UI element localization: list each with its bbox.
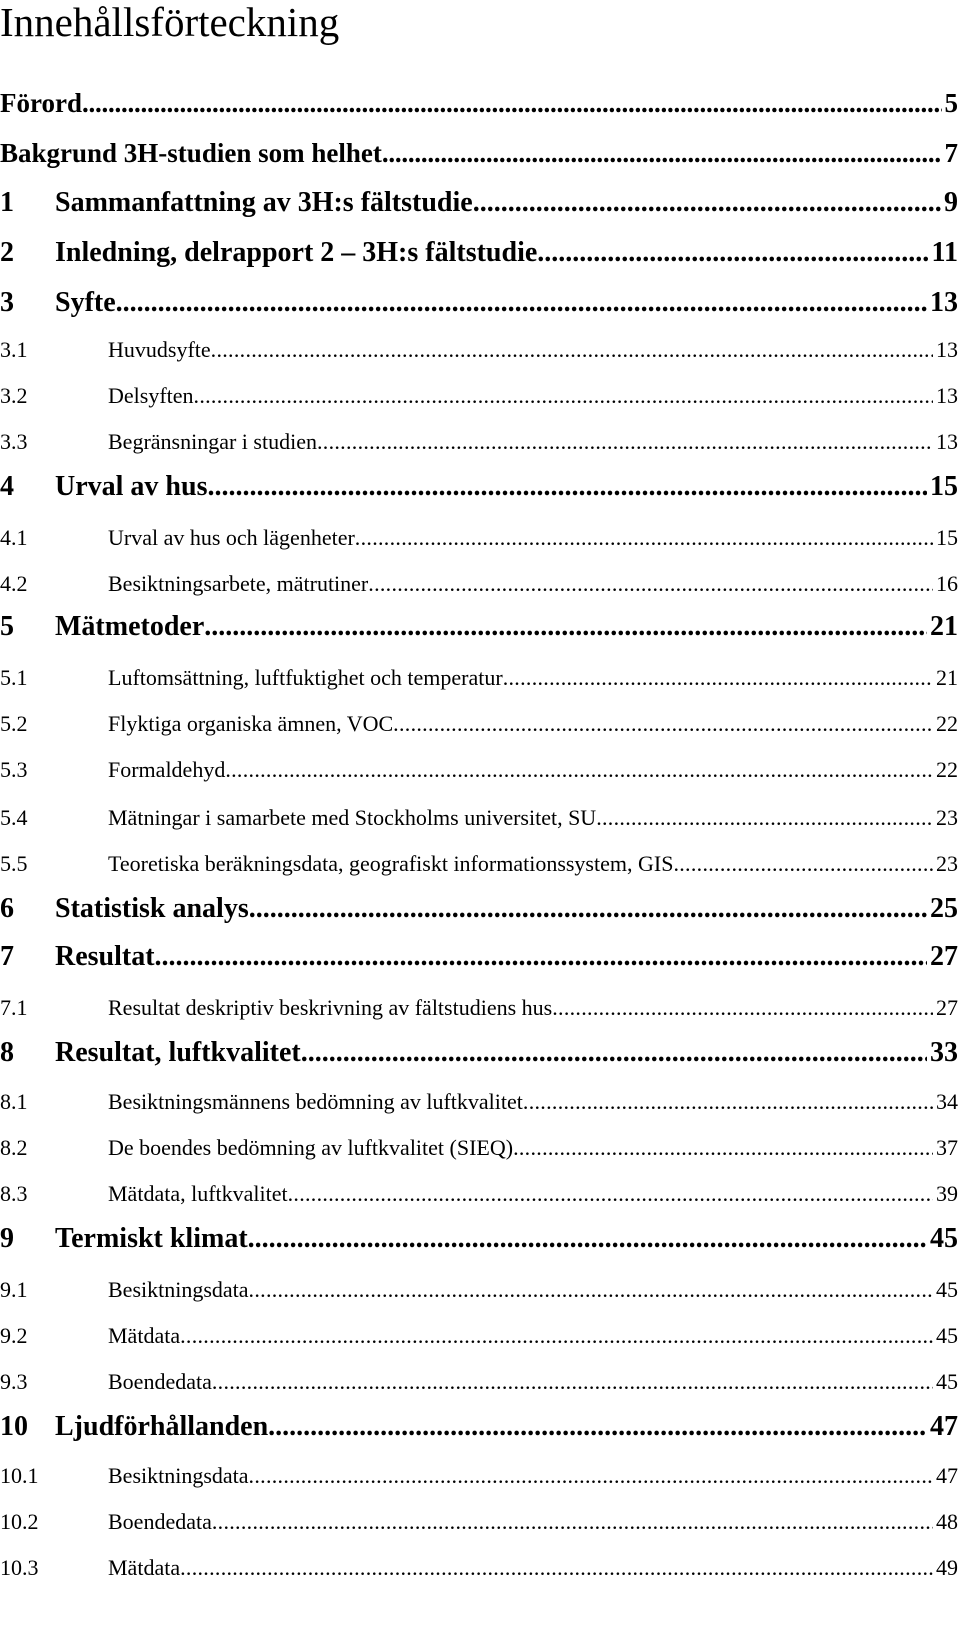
dot-leader: [249, 895, 927, 923]
toc-entry-number: 9.1: [0, 1277, 28, 1302]
dot-leader: [194, 385, 933, 407]
toc-entry-section[interactable]: [0, 328, 958, 368]
toc-entry-section[interactable]: [0, 748, 958, 788]
toc-entry-title: Ljudförhållanden: [55, 1411, 269, 1442]
toc-entry-number: 3: [0, 287, 14, 318]
toc-entry-page-number: 13: [936, 337, 958, 362]
dot-leader: [288, 1183, 933, 1205]
dot-leader: [211, 339, 933, 361]
toc-entry-title: Besiktningsmännens bedömning av luftkvalitet: [108, 1089, 523, 1114]
toc-entry-number: 10.2: [0, 1509, 39, 1534]
toc-entry-page-number: 45: [936, 1369, 958, 1394]
toc-entry-title: Mätdata: [108, 1555, 181, 1580]
toc-entry-title: Besiktningsdata: [108, 1463, 249, 1488]
toc-entry-title: Teoretiska beräkningsdata, geografiskt informationssystem, GIS: [108, 851, 674, 876]
toc-entry-number: 8.3: [0, 1181, 28, 1206]
dot-leader: [82, 90, 942, 117]
toc-entry-page-number: 22: [936, 711, 958, 736]
toc-entry-title: De boendes bedömning av luftkvalitet (SIEQ): [108, 1135, 514, 1160]
toc-entry-page-number: 22: [936, 757, 958, 782]
toc-entry-section[interactable]: [0, 796, 958, 836]
dot-leader: [317, 431, 933, 453]
toc-entry-section[interactable]: [0, 374, 958, 414]
toc-entry-number: 5.3: [0, 757, 28, 782]
dot-leader: [523, 1091, 933, 1113]
toc-entry-chapter[interactable]: [0, 1408, 958, 1448]
toc-entry-title: Flyktiga organiska ämnen, VOC: [108, 711, 394, 736]
dot-leader: [212, 1371, 933, 1393]
dot-leader: [180, 1557, 933, 1579]
toc-entry-section[interactable]: [0, 1314, 958, 1354]
toc-entry-page-number: 45: [936, 1323, 958, 1348]
toc-entry-number: 4.2: [0, 571, 28, 596]
toc-entry-number: 3.3: [0, 429, 28, 454]
toc-entry-page-number: 13: [936, 429, 958, 454]
toc-entry-title: Mätningar i samarbete med Stockholms universitet, SU: [108, 805, 597, 830]
toc-entry-page-number: 49: [936, 1555, 958, 1580]
toc-entry-page-number: 7: [944, 138, 958, 168]
dot-leader: [673, 853, 933, 875]
toc-entry-title: Mätdata: [108, 1323, 181, 1348]
toc-entry-number: 10: [0, 1411, 28, 1442]
toc-entry-chapter[interactable]: [0, 1034, 958, 1074]
toc-entry-number: 3.1: [0, 337, 28, 362]
toc-entry-page-number: 39: [936, 1181, 958, 1206]
dot-leader: [301, 1039, 927, 1067]
toc-entry-page-number: 45: [930, 1223, 958, 1254]
dot-leader: [155, 943, 927, 971]
page-title: Innehållsförteckning: [0, 0, 340, 45]
toc-entry-title: Syfte: [55, 287, 116, 318]
toc-entry-page-number: 37: [936, 1135, 958, 1160]
toc-entry-number: 4: [0, 471, 14, 502]
toc-entry-chapter[interactable]: [0, 84, 958, 124]
toc-entry-title: Sammanfattning av 3H:s fältstudie: [55, 187, 473, 218]
toc-entry-section[interactable]: [0, 1126, 958, 1166]
toc-entry-title: Förord: [0, 88, 82, 118]
toc-entry-section[interactable]: [0, 1454, 958, 1494]
toc-entry-number: 10.1: [0, 1463, 39, 1488]
toc-entry-chapter[interactable]: [0, 468, 958, 508]
toc-entry-title: Luftomsättning, luftfuktighet och temperatur: [108, 665, 503, 690]
toc-entry-chapter[interactable]: [0, 184, 958, 224]
dot-leader: [249, 1465, 933, 1487]
toc-entry-title: Inledning, delrapport 2 – 3H:s fältstudie: [55, 237, 538, 268]
toc-entry-page-number: 21: [930, 611, 958, 642]
toc-entry-title: Resultat: [55, 941, 155, 972]
toc-entry-page-number: 11: [931, 237, 958, 268]
toc-entry-title: Besiktningsdata: [108, 1277, 249, 1302]
toc-entry-page-number: 25: [930, 893, 958, 924]
toc-entry-page-number: 15: [936, 525, 958, 550]
toc-entry-number: 8.2: [0, 1135, 28, 1160]
toc-entry-page-number: 13: [930, 287, 958, 318]
dot-leader: [268, 1413, 927, 1441]
toc-entry-page-number: 23: [936, 805, 958, 830]
dot-leader: [473, 189, 941, 217]
toc-entry-page-number: 16: [936, 571, 958, 596]
dot-leader: [212, 1511, 933, 1533]
toc-entry-title: Urval av hus: [55, 471, 208, 502]
toc-entry-section[interactable]: [0, 562, 958, 602]
toc-entry-page-number: 5: [944, 88, 958, 118]
toc-entry-title: Termiskt klimat: [55, 1223, 248, 1254]
toc-entry-page-number: 34: [936, 1089, 958, 1114]
toc-entry-section[interactable]: [0, 1546, 958, 1586]
toc-entry-page-number: 27: [930, 941, 958, 972]
toc-entry-number: 5.4: [0, 805, 28, 830]
toc-entry-number: 5.2: [0, 711, 28, 736]
toc-entry-page-number: 23: [936, 851, 958, 876]
dot-leader: [207, 473, 927, 501]
toc-entry-section[interactable]: [0, 1360, 958, 1400]
toc-entry-number: 5.1: [0, 665, 28, 690]
toc-entry-number: 6: [0, 893, 14, 924]
toc-entry-chapter[interactable]: [0, 134, 958, 174]
dot-leader: [248, 1225, 927, 1253]
toc-entry-number: 8.1: [0, 1089, 28, 1114]
toc-entry-number: 9: [0, 1223, 14, 1254]
toc-entry-number: 4.1: [0, 525, 28, 550]
toc-entry-title: Mätdata, luftkvalitet: [108, 1181, 288, 1206]
toc-entry-chapter[interactable]: [0, 284, 958, 324]
dot-leader: [503, 667, 933, 689]
toc-entry-chapter[interactable]: [0, 234, 958, 274]
toc-entry-number: 7.1: [0, 995, 28, 1020]
toc-entry-title: Resultat, luftkvalitet: [55, 1037, 301, 1068]
toc-entry-section[interactable]: [0, 1500, 958, 1540]
toc-entry-title: Statistisk analys: [55, 893, 249, 924]
dot-leader: [225, 759, 933, 781]
dot-leader: [382, 140, 942, 167]
toc-entry-number: 3.2: [0, 383, 28, 408]
toc-entry-number: 9.2: [0, 1323, 28, 1348]
toc-entry-title: Boendedata: [108, 1369, 212, 1394]
toc-entry-title: Boendedata: [108, 1509, 212, 1534]
toc-entry-number: 9.3: [0, 1369, 28, 1394]
toc-entry-title: Mätmetoder: [55, 611, 205, 642]
dot-leader: [537, 239, 928, 267]
dot-leader: [249, 1279, 933, 1301]
toc-entry-title: Besiktningsarbete, mätrutiner: [108, 571, 369, 596]
toc-entry-section[interactable]: [0, 1080, 958, 1120]
toc-entry-chapter[interactable]: [0, 890, 958, 930]
toc-entry-page-number: 21: [936, 665, 958, 690]
toc-entry-page-number: 33: [930, 1037, 958, 1068]
toc-entry-number: 1: [0, 187, 14, 218]
toc-entry-page-number: 13: [936, 383, 958, 408]
toc-entry-number: 2: [0, 237, 14, 268]
dot-leader: [368, 573, 933, 595]
toc-entry-section[interactable]: [0, 842, 958, 882]
toc-entry-title: Huvudsyfte: [108, 337, 211, 362]
toc-entry-chapter[interactable]: [0, 608, 958, 648]
toc-entry-number: 8: [0, 1037, 14, 1068]
toc-entry-page-number: 47: [936, 1463, 958, 1488]
toc-entry-section[interactable]: [0, 986, 958, 1026]
toc-entry-title: Resultat deskriptiv beskrivning av fältstudiens hus: [108, 995, 553, 1020]
toc-entry-chapter[interactable]: [0, 1220, 958, 1260]
toc-entry-number: 5.5: [0, 851, 28, 876]
toc-entry-section[interactable]: [0, 420, 958, 460]
toc-entry-number: 5: [0, 611, 14, 642]
toc-entry-section[interactable]: [0, 1172, 958, 1212]
toc-entry-page-number: 9: [944, 187, 958, 218]
toc-entry-section[interactable]: [0, 1268, 958, 1308]
toc-entry-page-number: 15: [930, 471, 958, 502]
toc-entry-section[interactable]: [0, 702, 958, 742]
toc-entry-page-number: 47: [930, 1411, 958, 1442]
dot-leader: [116, 289, 927, 317]
toc-entry-page-number: 48: [936, 1509, 958, 1534]
toc-entry-number: 7: [0, 941, 14, 972]
dot-leader: [393, 713, 933, 735]
toc-entry-title: Begränsningar i studien: [108, 429, 317, 454]
toc-entry-section[interactable]: [0, 656, 958, 696]
toc-entry-page-number: 27: [936, 995, 958, 1020]
dot-leader: [552, 997, 933, 1019]
toc-entry-title: Urval av hus och lägenheter: [108, 525, 355, 550]
dot-leader: [355, 527, 933, 549]
toc-entry-section[interactable]: [0, 516, 958, 556]
dot-leader: [513, 1137, 933, 1159]
toc-entry-chapter[interactable]: [0, 938, 958, 978]
toc-entry-title: Delsyften: [108, 383, 194, 408]
dot-leader: [204, 613, 927, 641]
toc-entry-title: Bakgrund 3H-studien som helhet: [0, 138, 382, 168]
toc-entry-title: Formaldehyd: [108, 757, 226, 782]
toc-entry-page-number: 45: [936, 1277, 958, 1302]
dot-leader: [596, 807, 933, 829]
toc-entry-number: 10.3: [0, 1555, 39, 1580]
dot-leader: [180, 1325, 933, 1347]
